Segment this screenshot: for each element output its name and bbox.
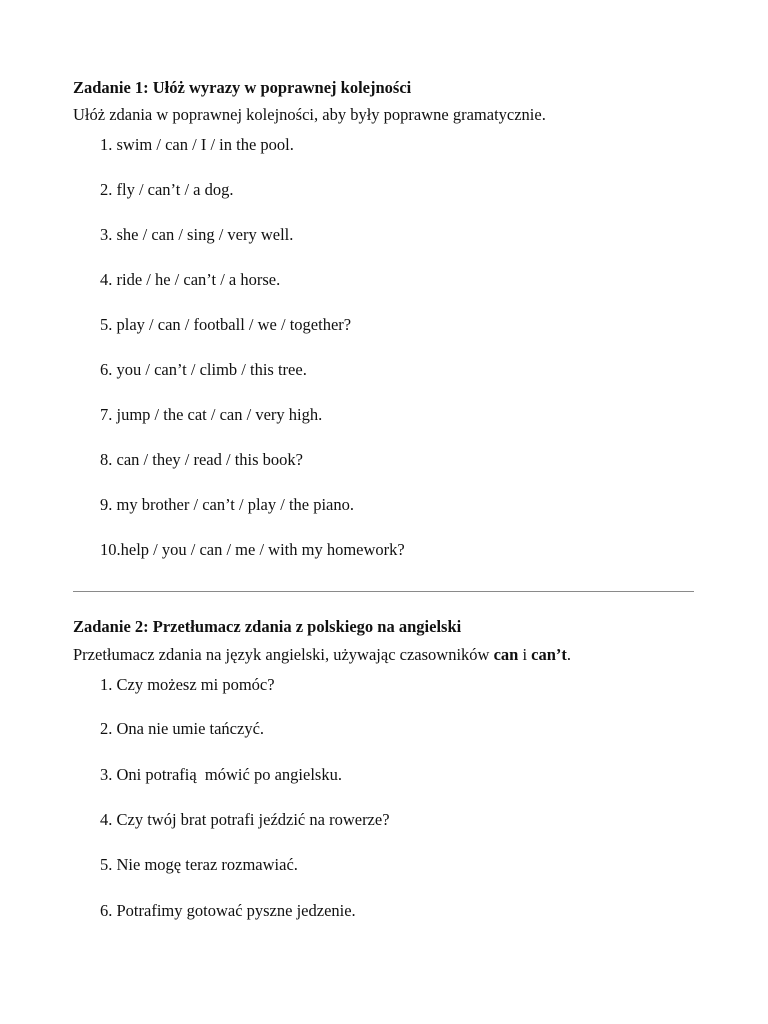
task2-instruction-conjunction: i xyxy=(518,645,532,664)
keyword-can: can xyxy=(493,645,519,664)
task1-item: 8. can / they / read / this book? xyxy=(100,450,303,469)
task1-item: 9. my brother / can’t / play / the piano. xyxy=(100,495,355,514)
task1-heading: Zadanie 1: Ułóż wyrazy w poprawnej kolejności xyxy=(73,78,412,97)
task2-item: 6. Potrafimy gotować pyszne jedzenie. xyxy=(100,901,356,920)
task2-item: 5. Nie mogę teraz rozmawiać. xyxy=(100,855,298,874)
section-divider xyxy=(73,591,694,592)
task2-heading: Zadanie 2: Przetłumacz zdania z polskiego na angielski xyxy=(73,617,462,636)
task1-item: 7. jump / the cat / can / very high. xyxy=(100,405,323,424)
task2-item: 2. Ona nie umie tańczyć. xyxy=(100,719,265,738)
task1-item: 2. fly / can’t / a dog. xyxy=(100,180,234,199)
task1-item: 5. play / can / football / we / together? xyxy=(100,315,352,334)
task1-item: 1. swim / can / I / in the pool. xyxy=(100,135,294,154)
task2-item: 3. Oni potrafią mówić po angielsku. xyxy=(100,765,342,784)
task1-item: 4. ride / he / can’t / a horse. xyxy=(100,270,281,289)
task1-item: 6. you / can’t / climb / this tree. xyxy=(100,360,307,379)
task2-instruction-text: Przetłumacz zdania na język angielski, używając czasowników xyxy=(73,645,494,664)
task1-item: 3. she / can / sing / very well. xyxy=(100,225,294,244)
task2-instruction xyxy=(73,645,571,665)
task2-item: 1. Czy możesz mi pomóc? xyxy=(100,675,275,694)
task1-item: 10.help / you / can / me / with my homework? xyxy=(100,540,405,559)
task1-instruction: Ułóż zdania w poprawnej kolejności, aby były poprawne gramatycznie. xyxy=(73,105,546,124)
task2-instruction-end: . xyxy=(566,645,572,664)
keyword-cant: can’t xyxy=(531,645,567,664)
task2-item: 4. Czy twój brat potrafi jeździć na rowerze? xyxy=(100,810,390,829)
